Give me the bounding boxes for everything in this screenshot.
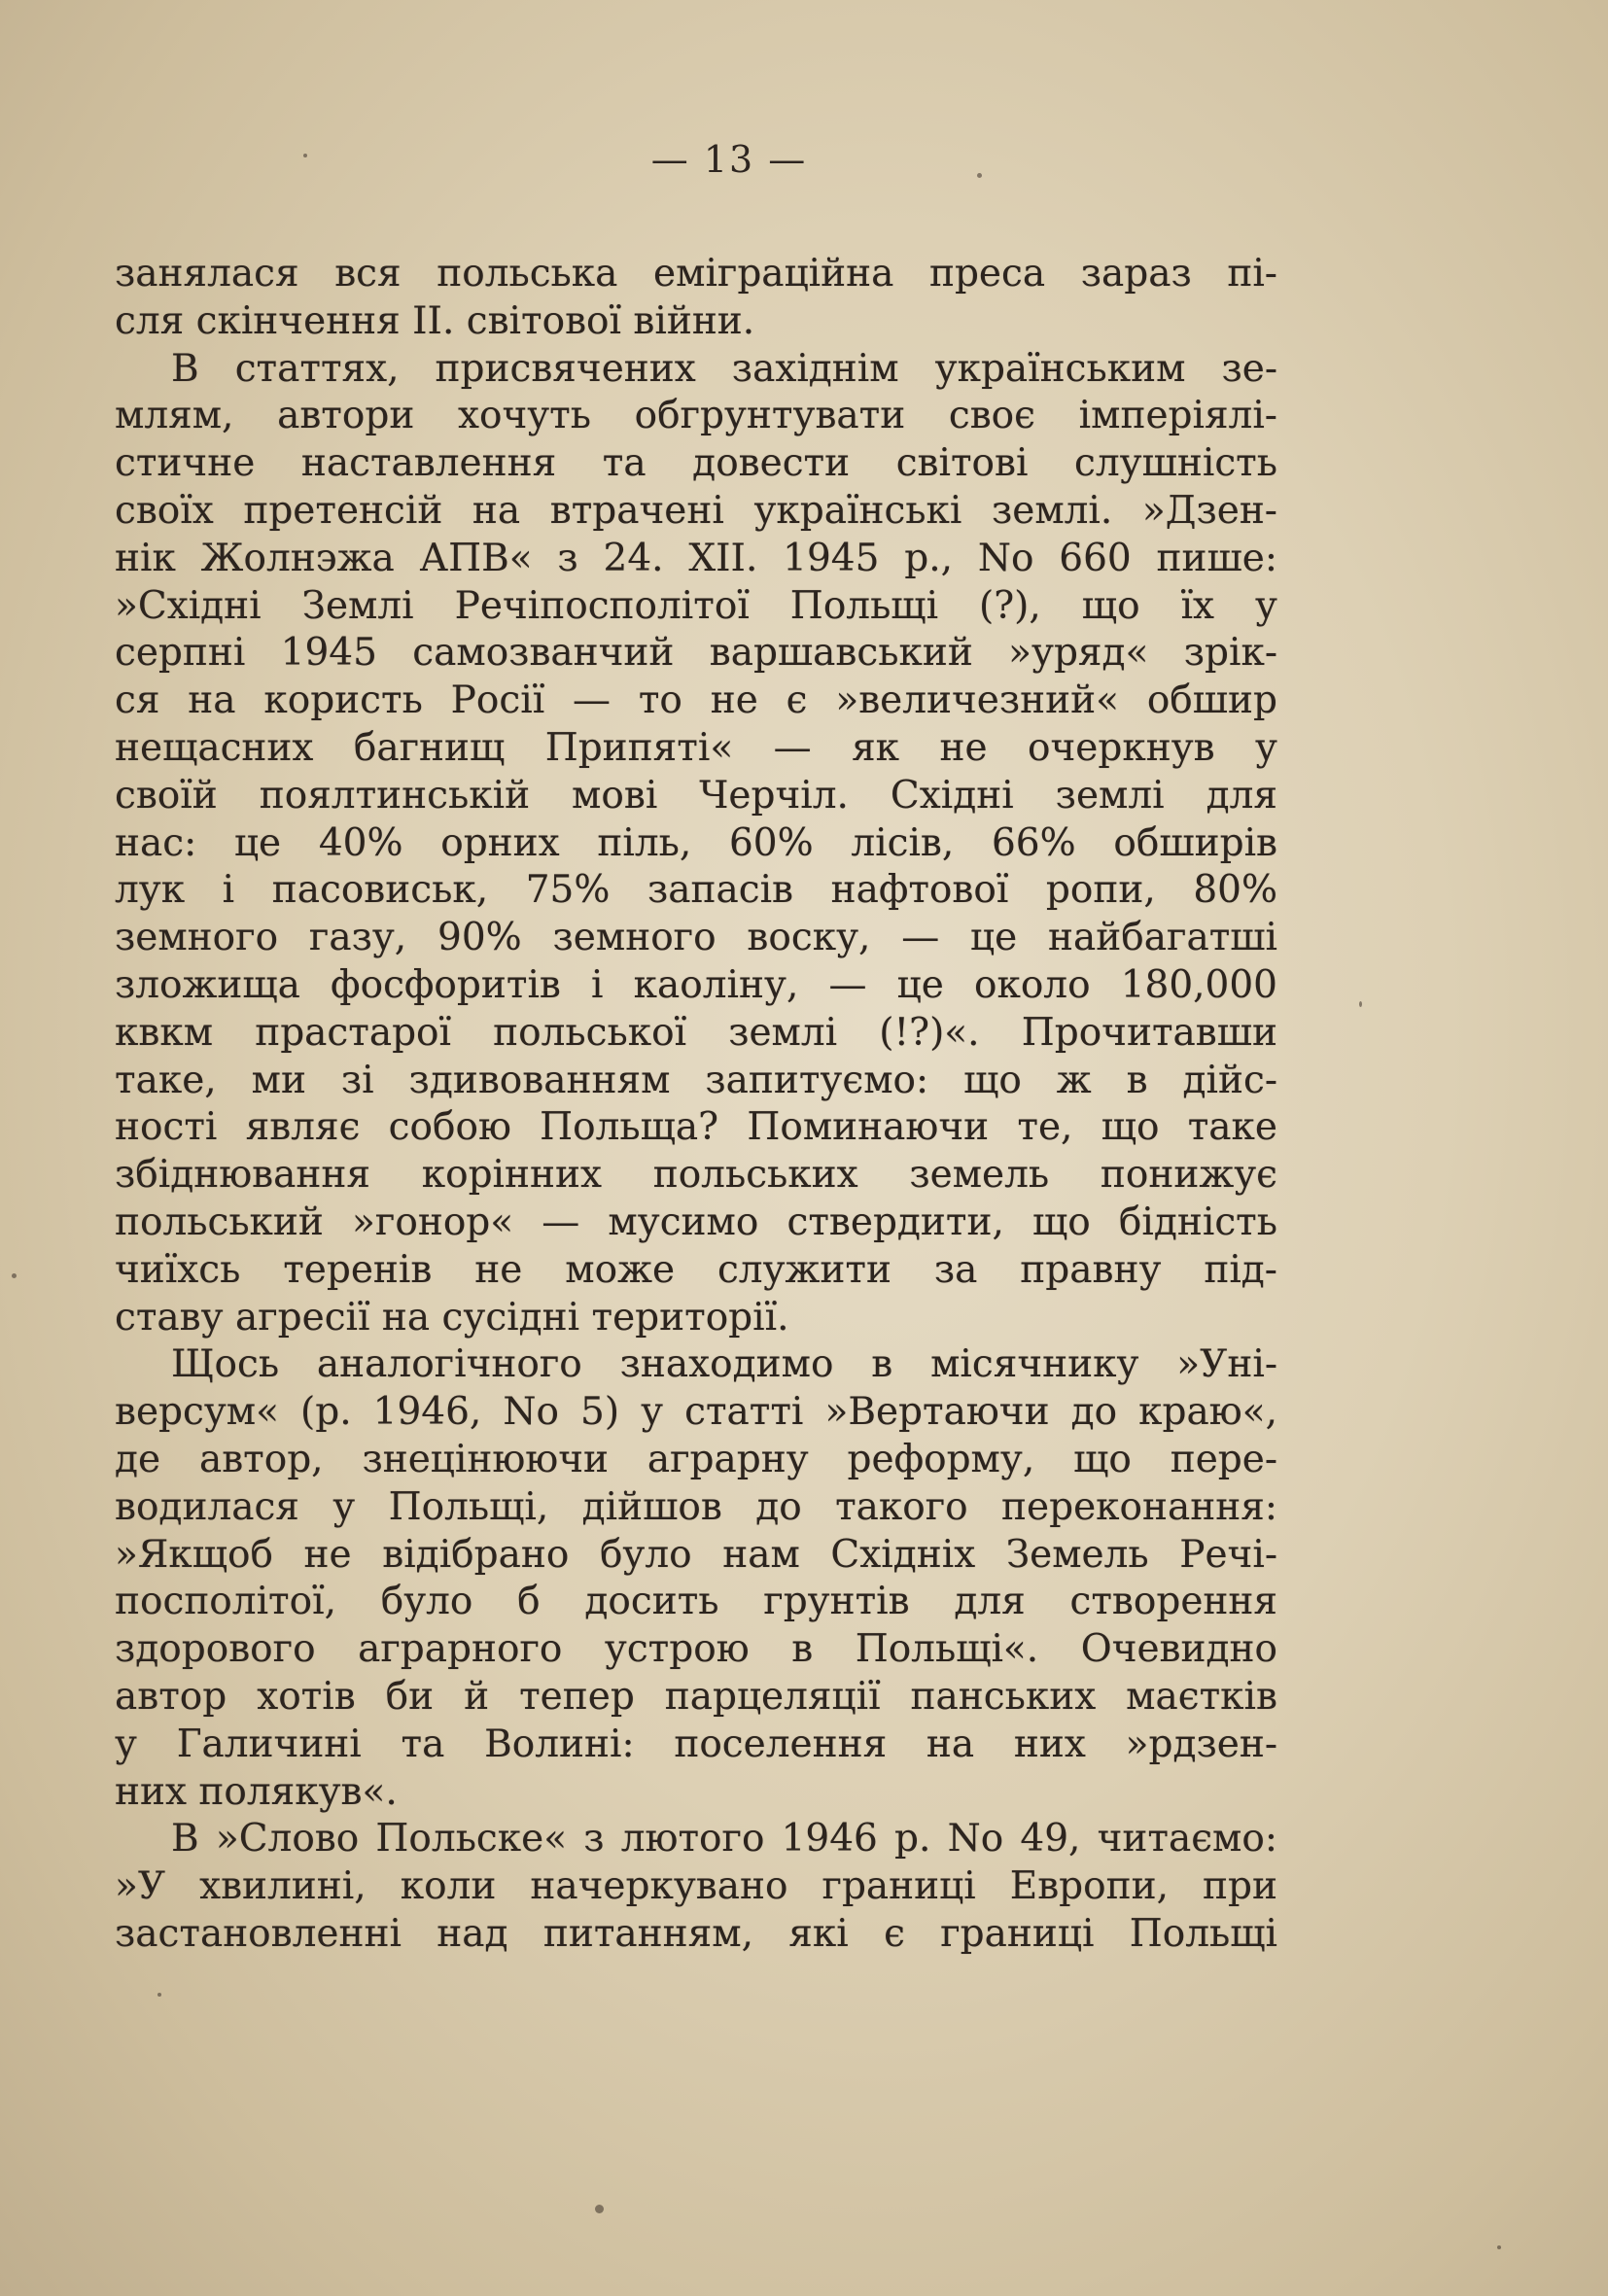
text-line: стичне наставлення та довести світові слушність: [115, 441, 1277, 486]
text-line: у Галичині та Волині: поселення на них »рдзен-: [115, 1722, 1277, 1766]
text-line: »Якщоб не відібрано було нам Східніх Земель Речі-: [115, 1532, 1277, 1577]
text-line: серпні 1945 самозванчий варшавський »уряд« зрік-: [115, 631, 1277, 676]
text-line: ставу агресії на сусідні території.: [115, 1295, 789, 1339]
text-line: польський »гонор« — мусимо ствердити, що бідність: [115, 1200, 1277, 1244]
text-line: сля скінчення II. світової війни.: [115, 298, 755, 343]
text-line: застановленні над питанням, які є границі Польщі: [115, 1911, 1277, 1956]
text-line: квкм прастарої польської землі (!?)«. Прочитавши: [115, 1010, 1277, 1055]
text-line: посполітої, було б досить грунтів для створення: [115, 1580, 1277, 1624]
text-line: водилася у Польщі, дійшов до такого переконання:: [115, 1484, 1277, 1529]
text-line: В статтях, присвячених західнім українським зе-: [171, 346, 1277, 391]
paper-speck: [303, 154, 307, 157]
text-line: »Східні Землі Речіпосполітої Польщі (?), що їх у: [115, 583, 1277, 628]
text-line: млям, автори хочуть обгрунтувати своє імперіялі-: [115, 394, 1277, 438]
page-number: — 13 —: [650, 138, 808, 181]
paper-speck: [1359, 1001, 1362, 1007]
body-text: [115, 251, 1277, 1959]
paper-speck: [12, 1273, 17, 1278]
text-line: своїх претенсій на втрачені українські землі. »Дзен-: [115, 488, 1277, 533]
paragraph-2: [115, 346, 1277, 1342]
paragraph-3: [115, 1341, 1277, 1816]
text-line: ності являє собою Польща? Поминаючи те, що таке: [115, 1105, 1277, 1150]
text-line: них полякув«.: [115, 1769, 398, 1814]
text-line: Щось аналогічного знаходимо в місячнику »Уні-: [171, 1342, 1277, 1387]
text-line: нас: це 40% орних піль, 60% лісів, 66% обширів: [115, 820, 1277, 865]
text-line: збіднювання корінних польських земель понижує: [115, 1153, 1277, 1198]
paper-speck: [977, 173, 982, 178]
text-line: версум« (р. 1946, No 5) у статті »Вертаючи до краю«,: [115, 1390, 1277, 1435]
text-line: нещасних багнищ Припяті« — як не очеркнув у: [115, 725, 1277, 770]
paper-speck: [1497, 2245, 1501, 2249]
text-line: де автор, знецінюючи аграрну реформу, що пере-: [115, 1437, 1277, 1481]
text-line: В »Слово Польске« з лютого 1946 р. No 49, читаємо:: [171, 1817, 1277, 1861]
text-line: здорового аграрного устрою в Польщі«. Очевидно: [115, 1627, 1277, 1672]
text-line: занялася вся польська еміграційна преса зараз пі-: [115, 252, 1277, 296]
paragraph-1: [115, 251, 1277, 346]
text-line: зложища фосфоритів і каоліну, — це около 180,000: [115, 962, 1277, 1007]
text-line: чиїхсь теренів не може служити за правну під-: [115, 1247, 1277, 1292]
text-line: лук і пасовиськ, 75% запасів нафтової ропи, 80%: [115, 868, 1277, 913]
paragraph-4: [115, 1816, 1277, 1958]
paper-speck: [157, 1993, 161, 1997]
text-line: автор хотів би й тепер парцеляції панських маєтків: [115, 1674, 1277, 1719]
text-line: ся на користь Росії — то не є »величезний« обшир: [115, 678, 1277, 723]
text-line: »У хвилині, коли начеркувано границі Европи, при: [115, 1864, 1277, 1909]
text-line: своїй поялтинській мові Черчіл. Східні землі для: [115, 773, 1277, 818]
paper-speck: [595, 2205, 604, 2213]
text-line: земного газу, 90% земного воску, — це найбагатші: [115, 916, 1277, 960]
text-line: таке, ми зі здивованням запитуємо: що ж в дійс-: [115, 1058, 1277, 1102]
text-line: нік Жолнэжа АПВ« з 24. XII. 1945 р., No 660 пише:: [115, 536, 1277, 580]
